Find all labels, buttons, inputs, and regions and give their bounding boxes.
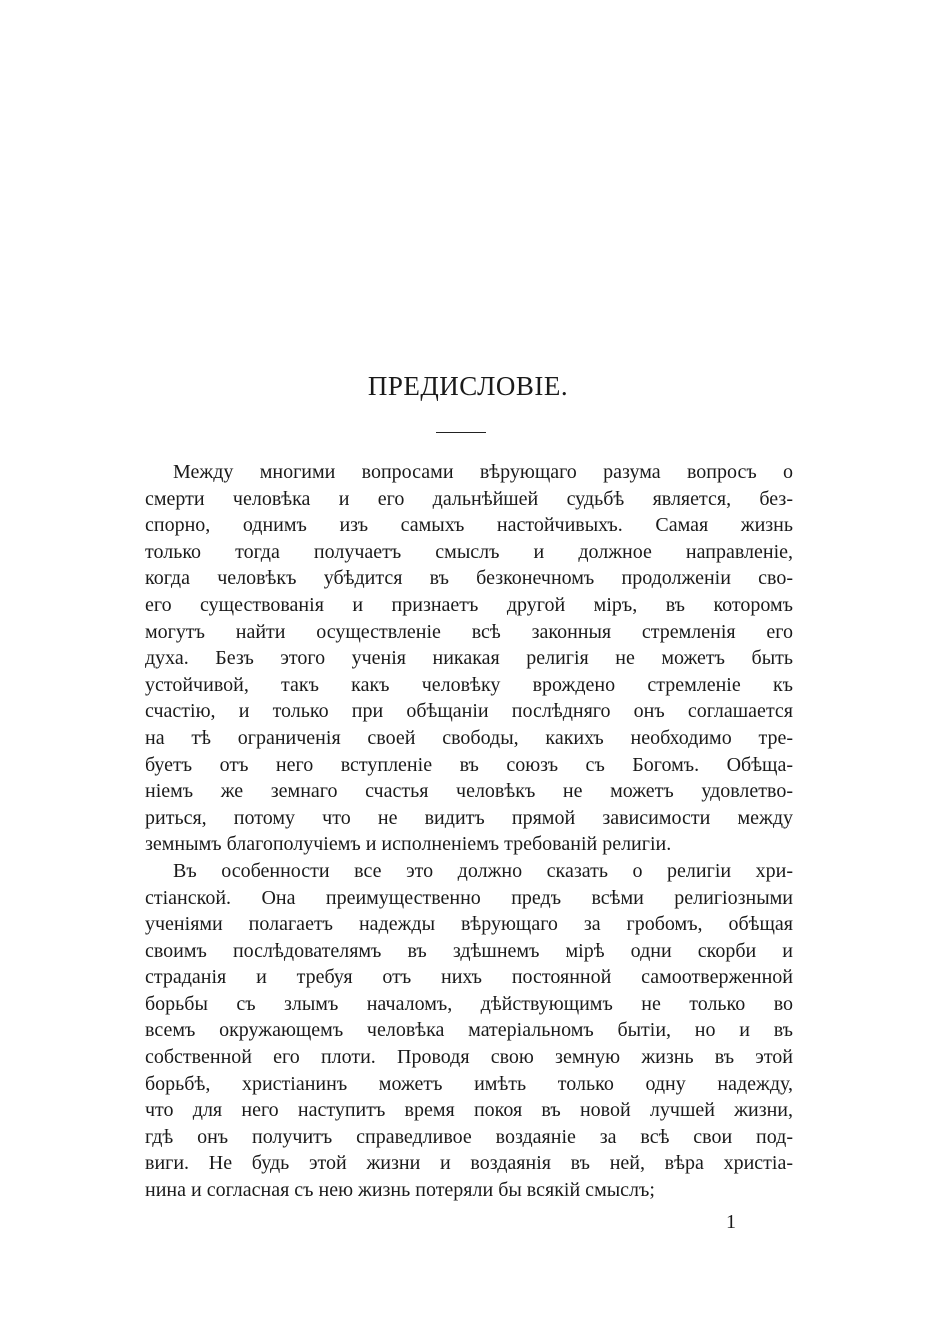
text-line: спорно, однимъ изъ самыхъ настойчивыхъ. Самая жизнь [145,514,793,537]
text-line: Въ особенности все это должно сказать о религіи хри- [173,859,793,882]
text-line: что для него наступитъ время покоя въ новой лучшей жизни, [145,1099,793,1122]
text-line: нина и согласная съ нею жизнь потеряли бы всякій смыслъ; [145,1179,655,1202]
body-text [145,459,793,1204]
text-line: виги. Не будь этой жизни и воздаянія въ ней, вѣра христіа- [145,1152,793,1175]
text-line: страданія и требуя отъ нихъ постоянной самоотверженной [145,966,793,989]
title-divider [436,432,486,433]
text-line: земнымъ благополучіемъ и исполненіемъ требованій религіи. [145,833,672,856]
text-line: буетъ отъ него вступленіе въ союзъ съ Богомъ. Обѣща- [145,753,793,776]
text-line: счастію, и только при обѣщаніи послѣдняго онъ соглашается [145,700,793,723]
text-line: собственной его плоти. Проводя свою земную жизнь въ этой [145,1046,793,1069]
text-line: его существованія и признаетъ другой міръ, въ которомъ [145,593,793,616]
page-title: ПРЕДИСЛОВІЕ. [367,371,569,401]
text-line: гдѣ онъ получитъ справедливое воздаяніе за всѣ свои под- [145,1125,793,1148]
text-line: на тѣ ограниченія своей свободы, какихъ необходимо тре- [145,726,793,749]
text-line: устойчивой, такъ какъ человѣку врождено стремленіе къ [145,673,793,696]
text-line: риться, потому что не видитъ прямой зависимости между [145,806,793,829]
text-line: Между многими вопросами вѣрующаго разума вопросъ о [173,461,793,483]
page-number: 1 [726,1211,736,1233]
text-line: только тогда получаетъ смыслъ и должное направленіе, [145,540,793,563]
text-line: духа. Безъ этого ученія никакая религія не можетъ быть [145,647,793,670]
text-line: борьбѣ, христіанинъ можетъ имѣть только одну надежду, [145,1072,793,1095]
text-line: когда человѣкъ убѣдится въ безконечномъ продолженіи сво- [145,567,793,590]
text-line: своимъ послѣдователямъ въ здѣшнемъ мірѣ одни скорби и [145,939,793,962]
text-line: всемъ окружающемъ человѣка матеріальномъ бытіи, но и въ [145,1019,793,1042]
paragraph-2 [145,858,793,1204]
text-line: ученіями полагаетъ надежды вѣрующаго за гробомъ, обѣщая [145,913,793,936]
text-line: могутъ найти осуществленіе всѣ законныя стремленія его [145,620,793,643]
text-line: смерти человѣка и его дальнѣйшей судьбѣ является, без- [145,487,793,510]
text-line: ніемъ же земнаго счастья человѣкъ не можетъ удовлетво- [145,780,793,803]
text-line: стіанской. Она преимущественно предъ всѣми религіозными [145,886,793,909]
text-line: борьбы съ злымъ началомъ, дѣйствующимъ не только во [145,992,793,1015]
paragraph-1 [145,459,793,858]
